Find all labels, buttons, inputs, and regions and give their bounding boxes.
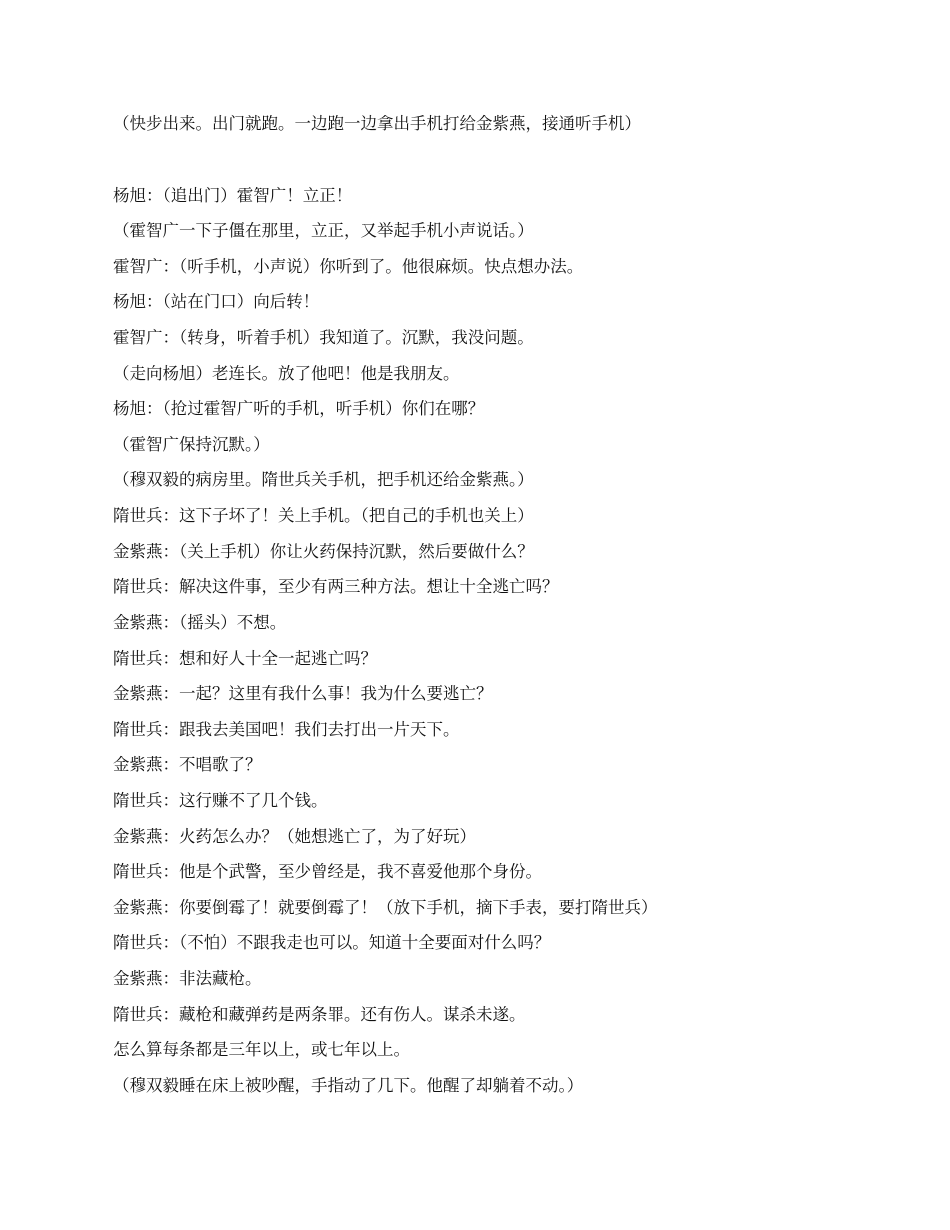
dialogue-continuation-line: 怎么算每条都是三年以上，或七年以上。 — [113, 1040, 410, 1059]
dialogue-line: 隋世兵：想和好人十全一起逃亡吗？ — [113, 649, 377, 668]
stage-direction-line: （穆双毅睡在床上被吵醒，手指动了几下。他醒了却躺着不动。） — [113, 1076, 584, 1095]
dialogue-line: 金紫燕：一起？这里有我什么事！我为什么要逃亡？ — [113, 684, 493, 703]
dialogue-line: 金紫燕：火药怎么办？（她想逃亡了，为了好玩） — [113, 827, 476, 846]
stage-direction-line: （走向杨旭）老连长。放了他吧！他是我朋友。 — [113, 364, 460, 383]
stage-direction-line: （霍智广一下子僵在那里，立正，又举起手机小声说话。） — [113, 221, 534, 240]
stage-direction-line: （穆双毅的病房里。隋世兵关手机，把手机还给金紫燕。） — [113, 470, 534, 489]
dialogue-line: 金紫燕：非法藏枪。 — [113, 969, 262, 988]
dialogue-line: 霍智广：（转身，听着手机）我知道了。沉默，我没问题。 — [113, 328, 534, 347]
dialogue-line: 隋世兵：解决这件事，至少有两三种方法。想让十全逃亡吗？ — [113, 577, 559, 596]
dialogue-line: 隋世兵：这行赚不了几个钱。 — [113, 791, 328, 810]
dialogue-line: 隋世兵：跟我去美国吧！我们去打出一片天下。 — [113, 720, 460, 739]
dialogue-line: 隋世兵：藏枪和藏弹药是两条罪。还有伤人。谋杀未遂。 — [113, 1005, 526, 1024]
dialogue-line: 金紫燕：不唱歌了？ — [113, 755, 262, 774]
dialogue-line: 金紫燕：（关上手机）你让火药保持沉默，然后要做什么？ — [113, 542, 534, 561]
dialogue-line: 杨旭：（站在门口）向后转！ — [113, 292, 320, 311]
dialogue-line: 金紫燕：（摇头）不想。 — [113, 613, 287, 632]
dialogue-line: 霍智广：（听手机，小声说）你听到了。他很麻烦。快点想办法。 — [113, 257, 584, 276]
stage-direction-line: （快步出来。出门就跑。一边跑一边拿出手机打给金紫燕，接通听手机） — [113, 114, 641, 133]
dialogue-line: 隋世兵：他是个武警，至少曾经是，我不喜爱他那个身份。 — [113, 862, 542, 881]
dialogue-line: 隋世兵：这下子坏了！关上手机。（把自己的手机也关上） — [113, 506, 534, 525]
dialogue-line: 金紫燕：你要倒霉了！就要倒霉了！（放下手机，摘下手表，要打隋世兵） — [113, 898, 658, 917]
dialogue-line: 杨旭：（抢过霍智广听的手机，听手机）你们在哪？ — [113, 399, 485, 418]
dialogue-line: 隋世兵：（不怕）不跟我走也可以。知道十全要面对什么吗？ — [113, 933, 551, 952]
stage-direction-line: （霍智广保持沉默。） — [113, 435, 270, 454]
dialogue-line: 杨旭：（追出门）霍智广！立正！ — [113, 186, 353, 205]
